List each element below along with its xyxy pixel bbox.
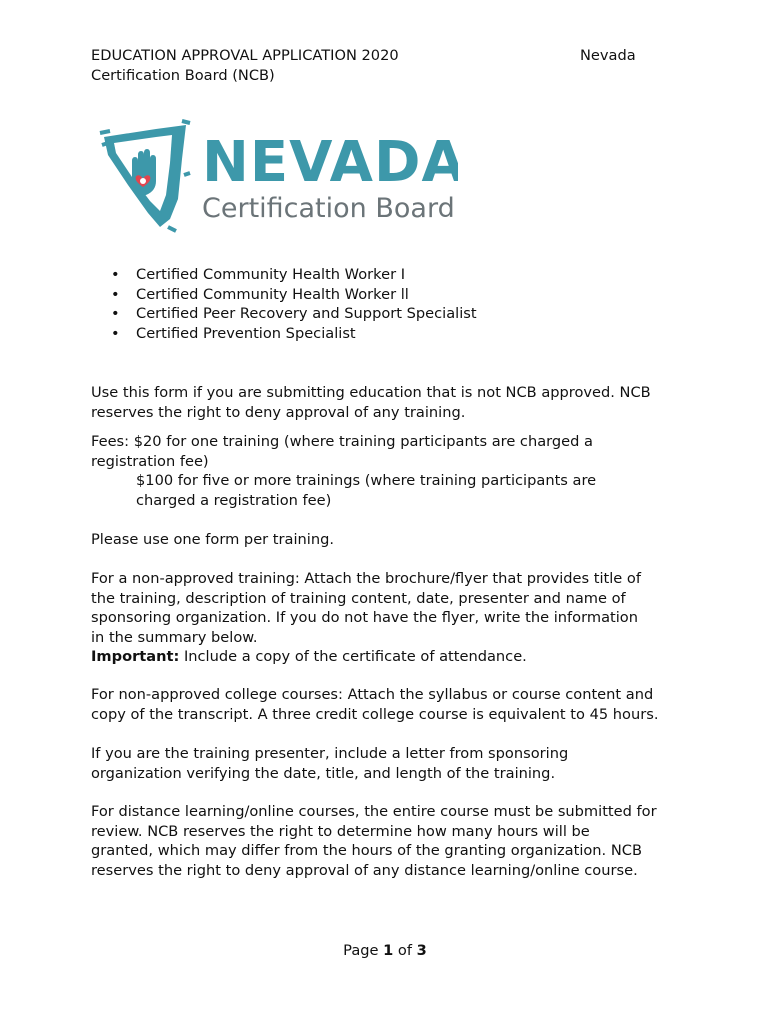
certification-name: Certified Community Health Worker ll [136, 285, 409, 303]
text-line: charged a registration fee) [136, 491, 332, 509]
certification-name: Certified Peer Recovery and Support Specialist [136, 305, 477, 322]
text-line: copy of the transcript. A three credit college course is equivalent to 45 hours. [91, 705, 659, 723]
logo-subtitle: Certification Board [202, 193, 455, 224]
ncb-logo [98, 115, 458, 237]
text-line: granted, which may differ from the hours of the granting organization. NCB [91, 842, 642, 859]
one-form-paragraph: Please use one form per training. [91, 531, 334, 548]
text-line: reserves the right to deny approval of any distance learning/online course. [91, 861, 638, 879]
page-label: Page [343, 942, 384, 959]
logo-graphic [98, 115, 458, 233]
header-state: Nevada [580, 47, 636, 64]
text-line: review. NCB reserves the right to determine how many hours will be [91, 822, 590, 840]
total-pages-number: 3 [416, 942, 427, 959]
text-line: $100 for five or more trainings (where training participants are [136, 472, 597, 489]
text-line: For a non-approved training: Attach the brochure/flyer that provides title of [91, 570, 641, 587]
certification-list [108, 265, 477, 343]
fees-paragraph [91, 432, 596, 510]
bullet-icon: • [111, 285, 120, 303]
text-line: the training, description of training content, date, presenter and name of [91, 589, 626, 607]
non-approved-training-paragraph [91, 569, 641, 667]
bullet-icon: • [111, 266, 120, 283]
text-line: organization verifying the date, title, and length of the training. [91, 764, 556, 782]
text-line: Fees: $20 for one training (where training participants are charged a [91, 433, 593, 450]
header-application-title: EDUCATION APPROVAL APPLICATION 2020 [91, 47, 399, 64]
text-line: Use this form if you are submitting education that is not NCB approved. NCB [91, 384, 651, 401]
current-page-number: 1 [383, 942, 394, 959]
text-line: in the summary below. [91, 628, 258, 646]
text-line: registration fee) [91, 452, 209, 470]
college-courses-paragraph [91, 685, 658, 724]
bullet-icon: • [111, 305, 120, 322]
certification-name: Certified Prevention Specialist [136, 324, 356, 342]
distance-learning-paragraph [91, 802, 657, 880]
list-item [108, 265, 477, 285]
presenter-paragraph [91, 744, 568, 783]
text-line: If you are the training presenter, include a letter from sponsoring [91, 745, 569, 762]
text-line: sponsoring organization. If you do not have the flyer, write the information [91, 609, 638, 626]
list-item [108, 324, 477, 344]
nevada-state-icon [100, 121, 190, 231]
logo-title: NEVADA [202, 130, 458, 195]
text-line: For non-approved college courses: Attach the syllabus or course content and [91, 686, 654, 703]
text-line: reserves the right to deny approval of any training. [91, 403, 466, 421]
text-line: For distance learning/online courses, the entire course must be submitted for [91, 803, 657, 820]
important-note [91, 647, 641, 667]
important-label: Important: [91, 648, 180, 665]
list-item [108, 285, 477, 305]
important-text: Include a copy of the certificate of attendance. [179, 648, 527, 665]
header-board-name: Certification Board (NCB) [91, 66, 275, 84]
certification-name: Certified Community Health Worker I [136, 266, 406, 283]
page-of-label: of [393, 942, 417, 959]
bullet-icon: • [111, 324, 120, 342]
page-footer [0, 942, 770, 959]
intro-paragraph [91, 383, 651, 422]
header-left [91, 46, 399, 85]
list-item [108, 304, 477, 324]
